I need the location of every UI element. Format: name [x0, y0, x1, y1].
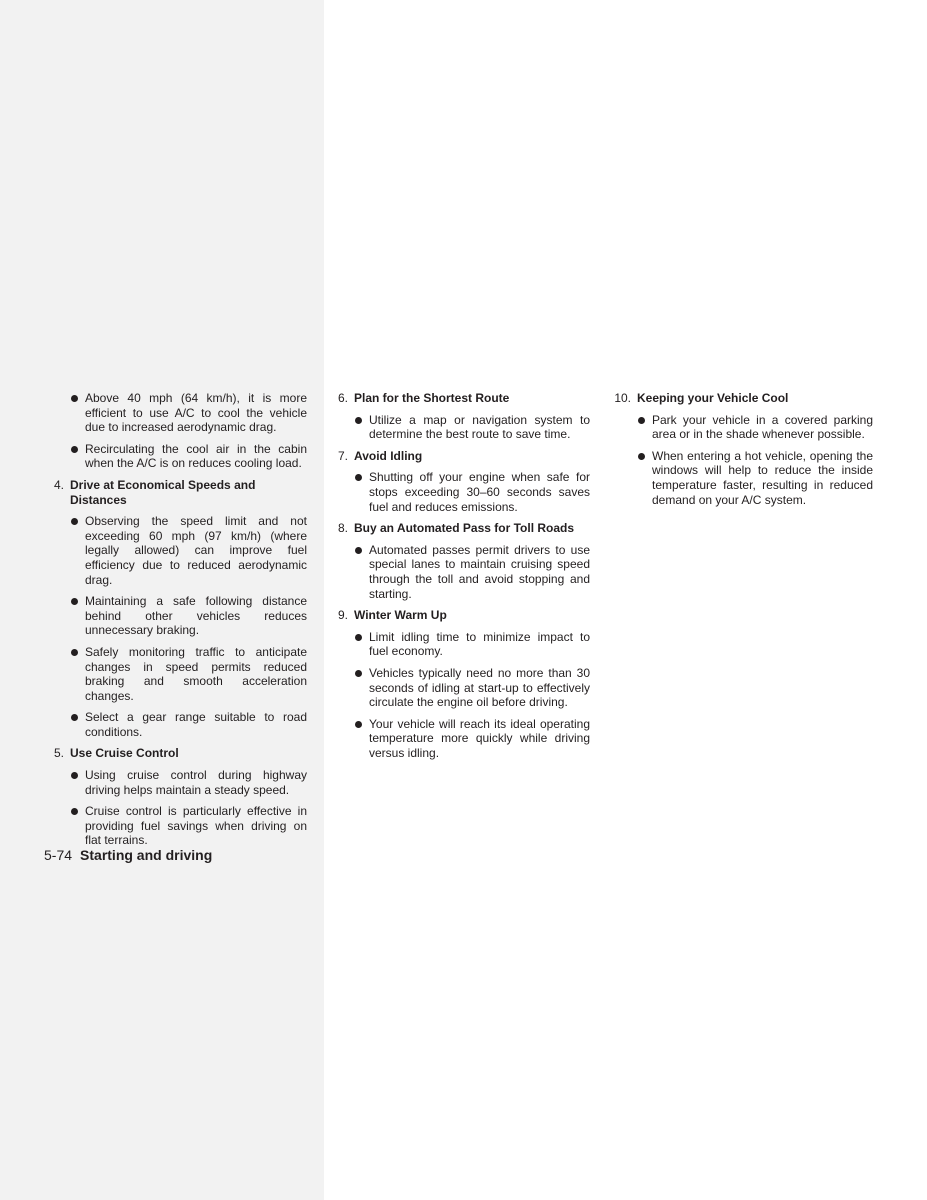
bullet-list — [328, 470, 590, 514]
bullet-icon — [328, 470, 369, 514]
bullet-icon — [44, 645, 85, 703]
column-1 — [44, 391, 307, 855]
bullet-item: Safely monitoring traffic to anticipate changes in speed permits reduced braking and smooth acceleration changes. — [44, 645, 307, 703]
bullet-list — [611, 413, 873, 508]
section-6 — [328, 391, 590, 442]
page-number: 5-74 — [44, 847, 73, 863]
section-9 — [328, 608, 590, 760]
bullet-icon — [44, 514, 85, 587]
section-heading: 6. Plan for the Shortest Route — [337, 391, 510, 405]
bullet-icon — [328, 630, 369, 659]
section-heading: 8. Buy an Automated Pass for Toll Roads — [337, 521, 575, 536]
column-2 — [328, 391, 590, 767]
chapter-title: Starting and driving — [80, 847, 213, 863]
bullet-icon — [44, 768, 85, 797]
bullet-item: Automated passes permit drivers to use special lanes to maintain cruising speed through the toll and avoid stopping and starting. — [328, 543, 590, 601]
bullet-item: Recirculating the cool air in the cabin when the A/C is on reduces cooling load. — [44, 442, 307, 471]
bullet-list — [328, 413, 590, 442]
bullet-icon — [328, 543, 369, 601]
bullet-item: Vehicles typically need no more than 30 seconds of idling at start-up to effectively circulate the engine oil before driving. — [328, 666, 590, 710]
bullet-item: Shutting off your engine when safe for stops exceeding 30–60 seconds saves fuel and reduces emissions. — [328, 470, 590, 514]
bullet-icon — [44, 710, 85, 739]
section-4 — [44, 478, 307, 740]
bullet-list — [328, 630, 590, 761]
bullet-icon — [328, 717, 369, 761]
column-3 — [611, 391, 873, 514]
section-7 — [328, 449, 590, 514]
section-5 — [44, 746, 307, 848]
bullet-icon — [44, 594, 85, 638]
bullet-item: Select a gear range suitable to road conditions. — [44, 710, 307, 739]
bullet-item: Observing the speed limit and not exceeding 60 mph (97 km/h) (where legally allowed) can improve fuel efficiency due to reduced aerodynamic drag. — [44, 514, 307, 587]
section-heading: 9. Winter Warm Up — [337, 608, 447, 623]
bullet-icon — [44, 804, 85, 848]
bullet-icon — [44, 442, 85, 471]
bullet-item: Cruise control is particularly effective in providing fuel savings when driving on flat terrains. — [44, 804, 307, 848]
bullet-item: When entering a hot vehicle, opening the windows will help to reduce the inside temperature faster, resulting in reduced demand on your A/C system. — [611, 449, 873, 507]
bullet-icon — [611, 449, 652, 507]
lead-bullet-list — [44, 391, 307, 471]
bullet-item: Your vehicle will reach its ideal operating temperature more quickly while driving versus idling. — [328, 717, 590, 761]
bullet-item: Maintaining a safe following distance behind other vehicles reduces unnecessary braking. — [44, 594, 307, 638]
section-heading: 10. Keeping your Vehicle Cool — [614, 391, 789, 405]
bullet-list — [44, 768, 307, 848]
bullet-item: Using cruise control during highway driving helps maintain a steady speed. — [44, 768, 307, 797]
bullet-list — [328, 543, 590, 601]
bullet-item: Limit idling time to minimize impact to fuel economy. — [328, 630, 590, 659]
bullet-item: Above 40 mph (64 km/h), it is more efficient to use A/C to cool the vehicle due to increased aerodynamic drag. — [44, 391, 307, 435]
section-heading: 7. Avoid Idling — [337, 448, 423, 463]
bullet-icon — [328, 413, 369, 442]
bullet-list — [44, 514, 307, 739]
bullet-icon — [611, 413, 652, 442]
bullet-item: Park your vehicle in a covered parking area or in the shade whenever possible. — [611, 413, 873, 442]
bullet-icon — [328, 666, 369, 710]
bullet-item: Utilize a map or navigation system to determine the best route to save time. — [328, 413, 590, 442]
section-8 — [328, 521, 590, 601]
section-heading: 5. Use Cruise Control — [53, 746, 179, 761]
section-heading: 4. Drive at Economical Speeds and Distances — [53, 477, 256, 507]
bullet-icon — [44, 391, 85, 435]
page-footer — [44, 846, 212, 864]
section-10 — [611, 391, 873, 507]
